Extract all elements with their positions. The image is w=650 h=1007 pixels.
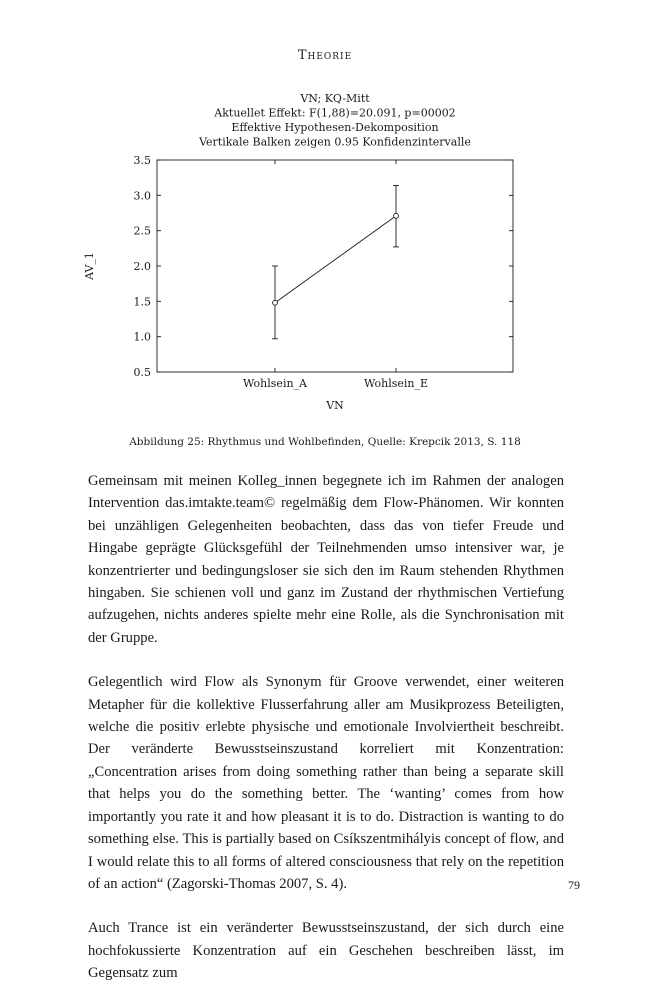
chart-marks <box>272 185 399 338</box>
paragraph: Gemeinsam mit meinen Kolleg_innen begegnete ich im Rahmen der analogen Intervention das.imtakte.team© regelmäßig dem Flow-Phänomen. Wir konnten bei unzähligen Gelegenheiten beobachten, dass das von tiefer Freude und Hingabe geprägte Glücksgefühl der Teilnehmenden umso intensiver war, je konzentrierter und bedingungsloser sie sich den im Raum stehenden Rhythmen hingaben. Sie schienen voll und ganz im Zustand der rhythmischen Vertiefung aufzugehen, nichts anderes spielte mehr eine Rolle, als die Synchronisation mit der Gruppe. <box>88 473 564 646</box>
chart-title-line: Effektive Hypothesen-Dekomposition <box>231 121 439 134</box>
page-number: 79 <box>568 878 580 892</box>
x-tick-label: Wohlsein_E <box>363 377 429 390</box>
chart-title <box>198 92 471 149</box>
y-tick-label: 0.5 <box>133 366 151 379</box>
x-axis <box>243 160 428 390</box>
x-axis-label: VN <box>326 399 344 412</box>
y-axis-label: AV_1 <box>83 252 96 280</box>
chart-title-line: Aktuellet Effekt: F(1,88)=20.091, p=00002 <box>214 106 456 120</box>
data-point <box>273 300 278 305</box>
plot-frame <box>157 160 513 372</box>
body-text <box>88 470 564 1007</box>
x-tick-label: Wohlsein_A <box>243 377 307 390</box>
running-head-text: Theorie <box>297 48 353 63</box>
y-tick-label: 2.5 <box>133 224 151 238</box>
figure-caption: Abbildung 25: Rhythmus und Wohlbefinden, Quelle: Krepcik 2013, S. 118 <box>129 436 521 448</box>
data-point <box>394 213 399 218</box>
running-head <box>0 48 650 63</box>
chart-title-line: Vertikale Balken zeigen 0.95 Konfidenzintervalle <box>199 135 471 149</box>
figure-chart <box>0 88 650 428</box>
y-tick-label: 3.0 <box>133 189 151 203</box>
paragraph: Auch Trance ist ein veränderter Bewusstseinszustand, der sich durch eine hochfokussierte Konzentration auf ein Geschehen beschreiben lässt, im Gegensatz zum <box>88 920 564 982</box>
paragraph: Gelegentlich wird Flow als Synonym für Groove verwendet, einer weiteren Metapher für die kollektive Flusserfahrung aller am Musikprozess Beteiligten, welche die positiv erlebte physische und emotionale Involviertheit beschreibt. Der veränderte Bewusstseinszustand korreliert mit Konzentration: „Concentration arises from doing something rather than being a separate skill that helps you do the something better. The ‘wanting’ comes from how importantly you rate it and how pleasant it is to do. Distraction is wanting to do something else. This is partially based on Csíkszentmihályis concept of flow, and I would relate this to all forms of altered consciousness that rely on the repetition of an action“ (Zagorski-Thomas 2007, S. 4). <box>88 674 564 892</box>
series-line <box>275 216 396 303</box>
y-tick-label: 3.5 <box>133 154 151 167</box>
y-tick-label: 1.5 <box>133 295 151 309</box>
y-tick-label: 2.0 <box>133 260 151 273</box>
chart-title-line: VN; KQ-Mitt <box>300 92 370 105</box>
y-tick-label: 1.0 <box>133 330 151 344</box>
y-axis <box>134 154 514 379</box>
